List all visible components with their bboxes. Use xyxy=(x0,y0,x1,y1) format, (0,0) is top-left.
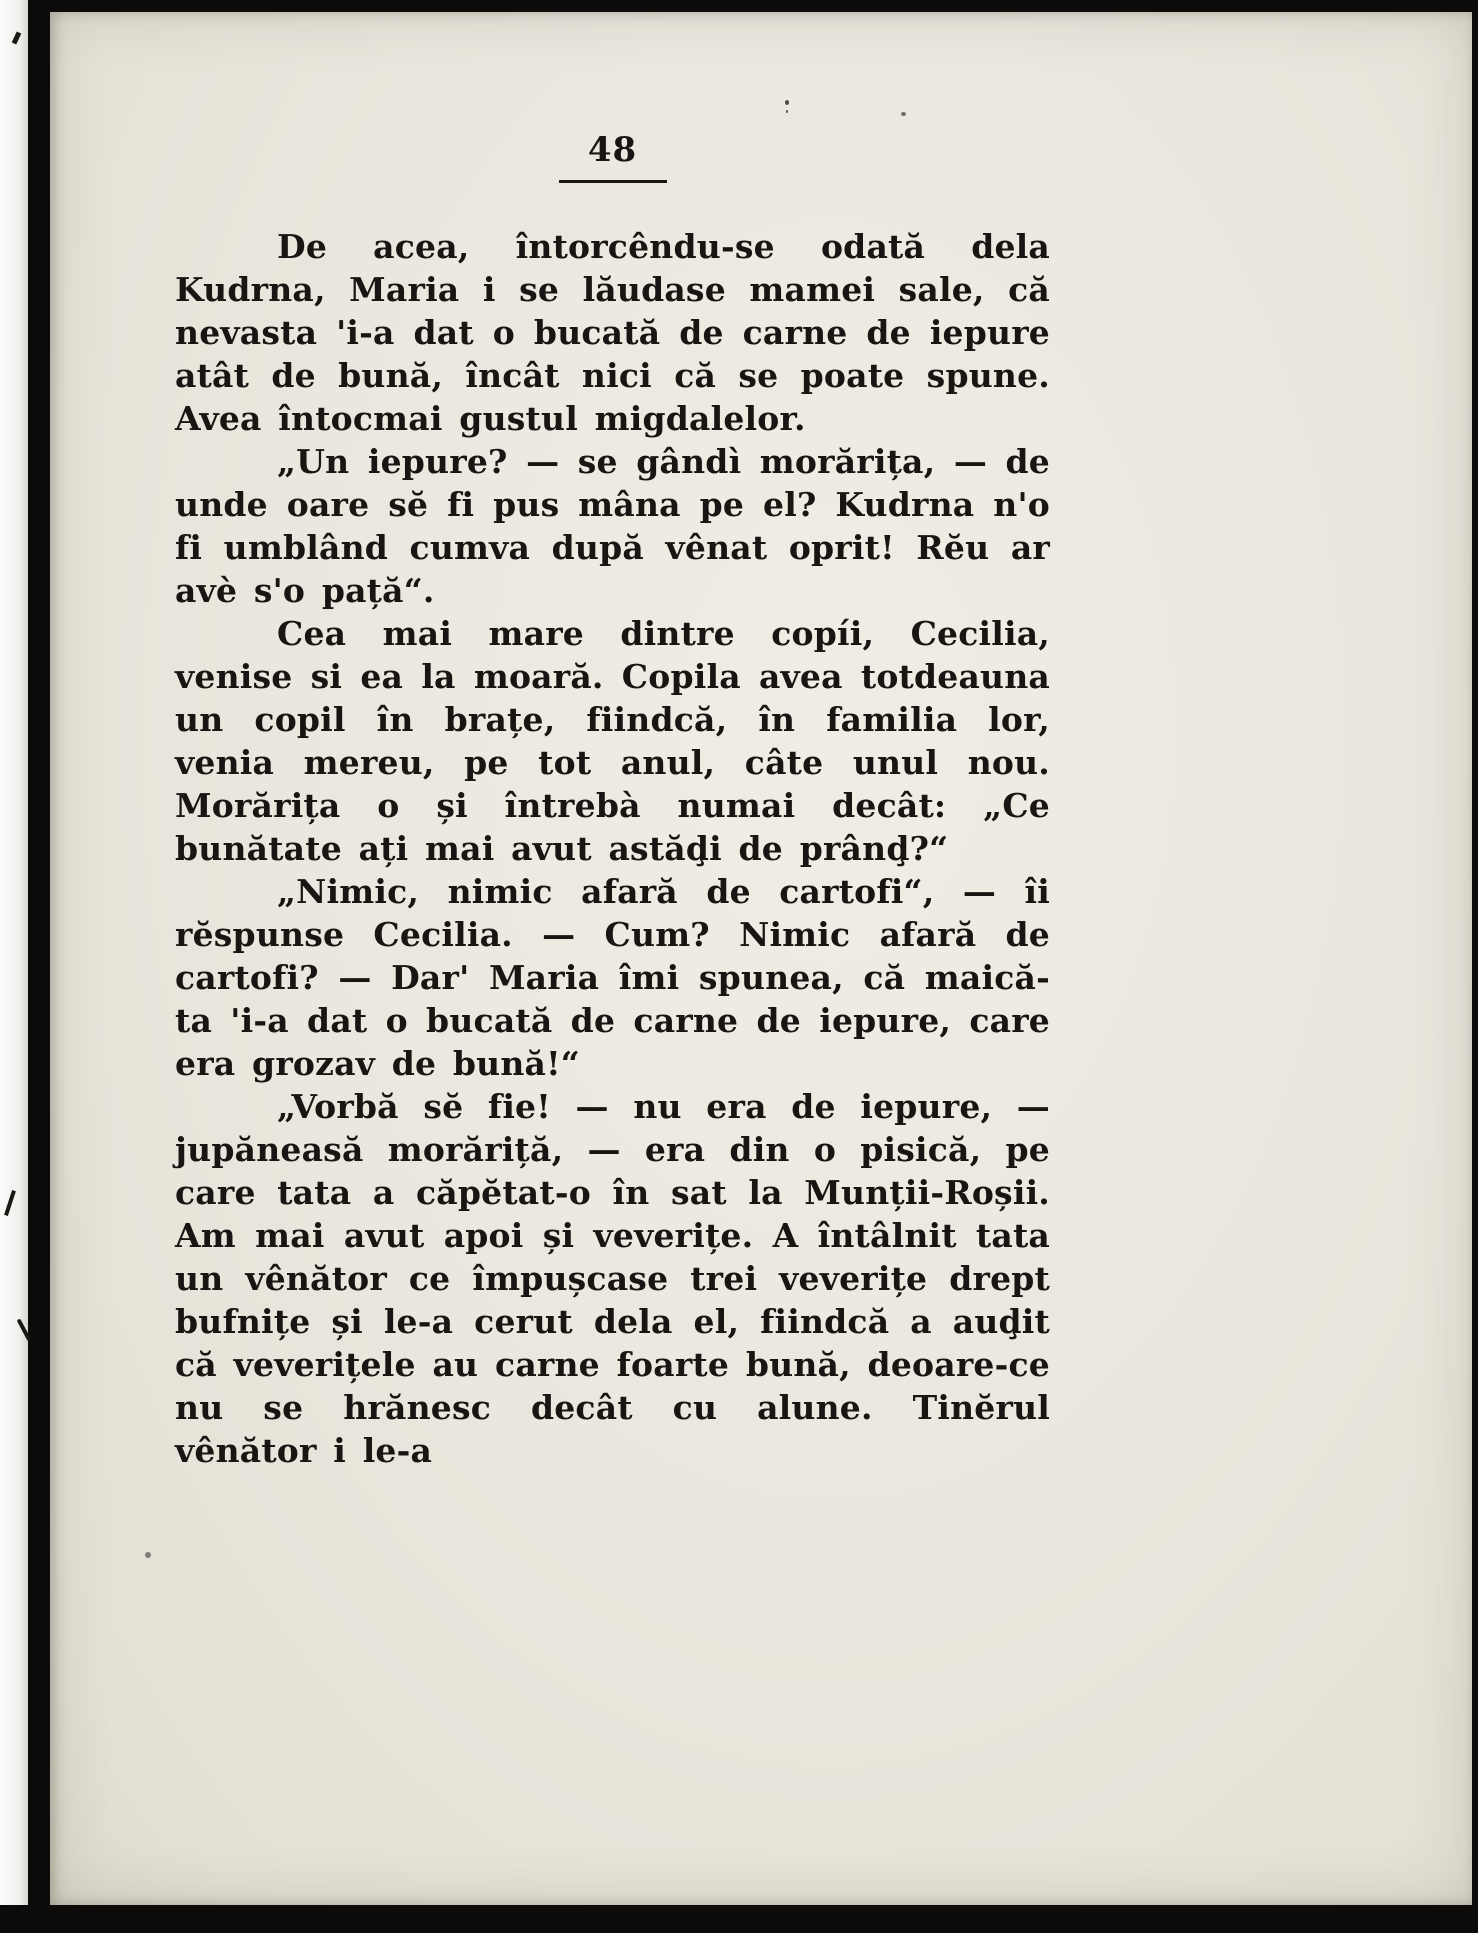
paragraph-4: „Nimic, nimic afară de cartofi“, — îi rĕspunse Cecilia. — Cum? Nimic afară de cartofi? — Dar' Maria îmi spunea, că maică-ta 'i-a dat o bucată de carne de iepure, care era grozav de bună!“ xyxy=(175,872,1050,1083)
scanner-edge-strip xyxy=(0,0,28,1905)
page-header xyxy=(175,12,1050,183)
book-page xyxy=(50,12,1472,1905)
page-number-rule xyxy=(559,180,667,183)
page-number: 48 xyxy=(587,130,638,170)
paragraph-1: De acea, întorcêndu-se odată dela Kudrna, Maria i se lăudase mamei sale, că nevasta 'i-a dat o bucată de carne de iepure atât de bună, încât nici că se poate spune. Avea întocmai gustul migdalelor. xyxy=(175,227,1050,438)
scan-speck xyxy=(145,1552,151,1558)
paragraph-5: „Vorbă sĕ fie! — nu era de iepure, — jupăneasă morăriță, — era din o pisică, pe care tata a căpĕtat-o în sat la Munții-Roșii. Am mai avut apoi și veverițe. A întâlnit tata un vênător ce împușcase trei veverițe drept bufnițe și le-a cerut dela el, fiindcă a auḑit că veverițele au carne foarte bună, deoare-ce nu se hrănesc decât cu alune. Tinĕrul vênător i le-a xyxy=(175,1087,1050,1470)
paragraph-3: Cea mai mare dintre copíi, Cecilia, venise si ea la moară. Copila avea totdeauna un copil în brațe, fiindcă, în familia lor, venia mereu, pe tot anul, câte unul nou. Morărița o și întrebà numai decât: „Ce bunătate ați mai avut astăḑi de prânḑ?“ xyxy=(175,614,1050,868)
page-content xyxy=(175,12,1050,1472)
paragraph-2: „Un iepure? — se gândì morărița, — de unde oare sĕ fi pus mâna pe el? Kudrna n'o fi umblând cumva după vênat oprit! Rĕu ar avè s'o pață“. xyxy=(175,442,1050,610)
page-text xyxy=(175,225,1050,1472)
